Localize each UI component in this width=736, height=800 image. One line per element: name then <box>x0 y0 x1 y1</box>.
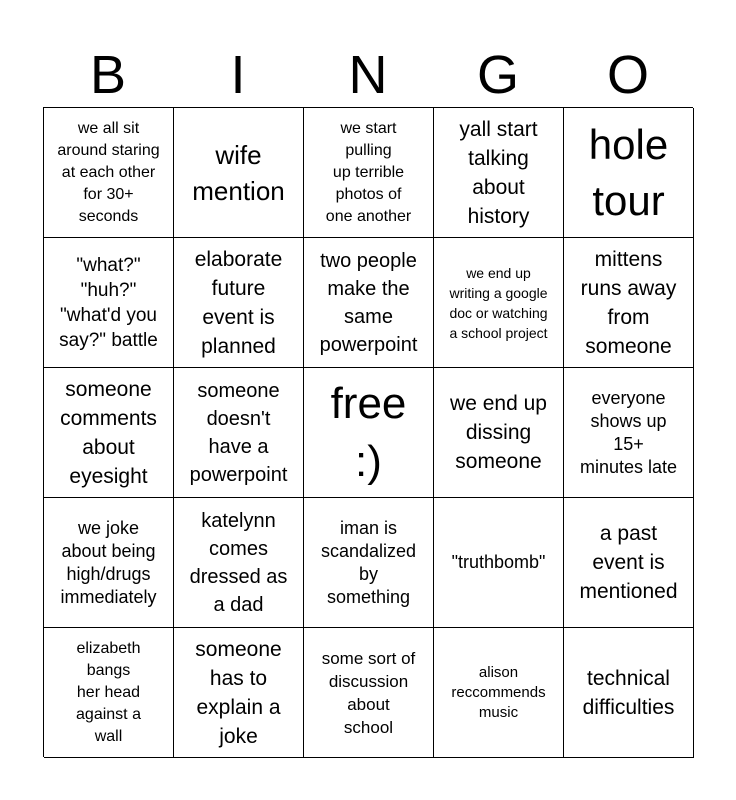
title-letter-o: O <box>606 45 649 105</box>
bingo-cell[interactable] <box>44 628 174 758</box>
bingo-cell[interactable] <box>304 498 434 628</box>
bingo-cell-text: everyone shows up 15+ minutes late <box>579 387 678 477</box>
bingo-cell-text: "what?" "huh?" "what'd you say?" battle <box>59 254 158 351</box>
bingo-cell-text: someone comments about eyesight <box>60 377 157 488</box>
bingo-cell[interactable] <box>304 238 434 368</box>
bingo-cell[interactable] <box>304 628 434 758</box>
bingo-cell[interactable] <box>434 628 564 758</box>
bingo-cell[interactable] <box>564 108 694 238</box>
bingo-cell-text: we end up dissing someone <box>450 392 547 473</box>
bingo-cell[interactable] <box>174 108 304 238</box>
bingo-cell-text: mittens runs away from someone <box>580 247 677 358</box>
bingo-cell[interactable] <box>434 238 564 368</box>
bingo-board <box>43 107 693 757</box>
bingo-cell-text: alison reccommends music <box>451 663 546 721</box>
bingo-cell-text: we end up writing a google doc or watching a school project <box>449 264 548 341</box>
bingo-cell-text: wife mention <box>192 139 285 206</box>
bingo-cell-text: someone has to explain a joke <box>195 637 282 748</box>
bingo-cell-text: we start pulling up terrible photos of one another <box>325 119 412 225</box>
bingo-cell[interactable] <box>174 368 304 498</box>
bingo-cell-text: a past event is mentioned <box>579 522 678 603</box>
bingo-cell-text: "truthbomb" <box>451 552 546 572</box>
bingo-cell[interactable] <box>564 238 694 368</box>
bingo-cell-text: we all sit around staring at each other for 30+ seconds <box>57 119 160 225</box>
bingo-cell-text: some sort of discussion about school <box>321 648 416 737</box>
title-letter-b: B <box>89 45 127 105</box>
bingo-cell-text: iman is scandalized by something <box>320 517 417 607</box>
bingo-cell[interactable] <box>44 498 174 628</box>
bingo-cell[interactable] <box>44 368 174 498</box>
bingo-cell-text: katelynn comes dressed as a dad <box>189 509 288 616</box>
bingo-cell[interactable] <box>434 108 564 238</box>
bingo-cell-text: elizabeth bangs her head against a wall <box>76 639 141 745</box>
bingo-cell[interactable] <box>434 368 564 498</box>
bingo-cell-text: free :) <box>330 378 407 486</box>
bingo-cell[interactable] <box>564 498 694 628</box>
bingo-cell-text: someone doesn't have a powerpoint <box>189 379 288 486</box>
bingo-cell-text: hole tour <box>588 120 669 224</box>
bingo-cell-text: yall start talking about history <box>459 117 538 228</box>
free-space-cell[interactable] <box>304 368 434 498</box>
bingo-cell-text: two people make the same powerpoint <box>319 249 418 356</box>
bingo-cell-text: we joke about being high/drugs immediately <box>60 517 157 607</box>
bingo-cell[interactable] <box>564 368 694 498</box>
bingo-cell[interactable] <box>564 628 694 758</box>
bingo-cell[interactable] <box>174 498 304 628</box>
bingo-cell[interactable] <box>434 498 564 628</box>
bingo-cell-text: technical difficulties <box>582 666 675 719</box>
bingo-cell[interactable] <box>174 238 304 368</box>
title-letter-i: I <box>230 45 246 105</box>
title-letter-g: G <box>476 45 519 105</box>
bingo-cell[interactable] <box>174 628 304 758</box>
bingo-cell[interactable] <box>44 108 174 238</box>
bingo-cell[interactable] <box>304 108 434 238</box>
title-letter-n: N <box>348 45 388 105</box>
bingo-title <box>43 40 693 110</box>
bingo-cell-text: elaborate future event is planned <box>194 247 283 358</box>
bingo-cell[interactable] <box>44 238 174 368</box>
